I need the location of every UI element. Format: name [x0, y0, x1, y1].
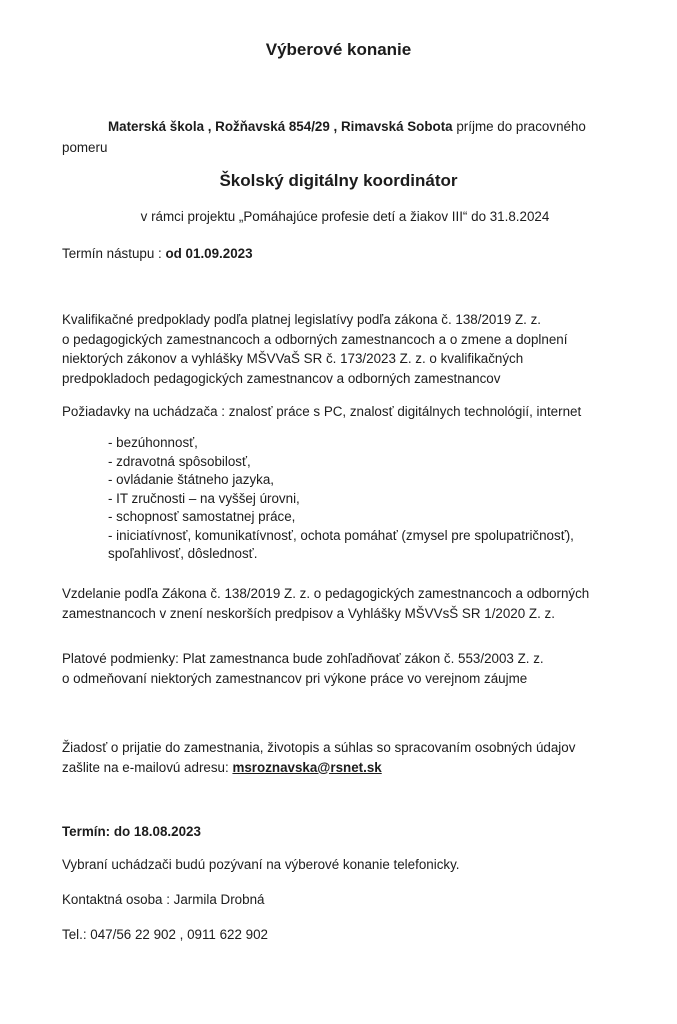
qualification-paragraph — [62, 311, 567, 389]
invitation-note: Vybraní uchádzači budú pozývaní na výberové konanie telefonicky. — [62, 857, 460, 872]
phone-numbers: Tel.: 047/56 22 902 , 0911 622 902 — [62, 927, 268, 942]
employer-line — [108, 118, 586, 135]
application-email-prefix: zašlite na e-mailovú adresu: — [62, 759, 233, 775]
start-date-label: Termín nástupu : — [62, 246, 166, 261]
qualification-line: Kvalifikačné predpoklady podľa platnej legislatívy podľa zákona č. 138/2019 Z. z. — [62, 312, 542, 327]
salary-line: Platové podmienky: Plat zamestnanca bude zohľadňovať zákon č. 553/2003 Z. z. — [62, 651, 544, 666]
qualification-line: o pedagogických zamestnancoch a odborných zamestnancoch a o zmene a doplnení — [62, 331, 568, 347]
list-item: - schopnosť samostatnej práce, — [108, 509, 296, 524]
start-date-value: od 01.09.2023 — [165, 246, 253, 261]
list-item: - IT zručnosti – na vyššej úrovni, — [108, 490, 300, 506]
education-paragraph — [62, 585, 589, 624]
education-line: Vzdelanie podľa Zákona č. 138/2019 Z. z. o pedagogických zamestnancoch a odborných — [62, 586, 590, 601]
list-item: - zdravotná spôsobilosť, — [108, 453, 251, 469]
application-email-line — [62, 759, 575, 776]
document-title: Výberové konanie — [265, 40, 412, 59]
list-item: - iniciatívnosť, komunikatívnosť, ochota pomáhať (zmysel pre spolupatričnosť), — [108, 527, 574, 543]
salary-line: o odmeňovaní niektorých zamestnancov pri výkone práce vo verejnom záujme — [62, 670, 528, 686]
application-paragraph — [62, 739, 575, 776]
employer-suffix-continuation: pomeru — [62, 140, 108, 155]
requirements-list — [108, 434, 574, 564]
education-line: zamestnancoch v znení neskorších predpisov a Vyhlášky MŠVVsŠ SR 1/2020 Z. z. — [62, 605, 555, 621]
list-item: - bezúhonnosť, — [108, 435, 198, 450]
start-date-line — [62, 245, 253, 262]
deadline: Termín: do 18.08.2023 — [62, 824, 201, 839]
project-line: v rámci projektu „Pomáhajúce profesie detí a žiakov III“ do 31.8.2024 — [140, 209, 550, 224]
list-item: spoľahlivosť, dôslednosť. — [108, 546, 258, 561]
position-title: Školský digitálny koordinátor — [219, 171, 458, 190]
contact-person: Kontaktná osoba : Jarmila Drobná — [62, 892, 265, 907]
qualification-line: predpokladoch pedagogických zamestnancov a odborných zamestnancov — [62, 370, 501, 386]
requirements-intro: Požiadavky na uchádzača : znalosť práce s PC, znalosť digitálnych technológií, internet — [62, 404, 582, 419]
employer-suffix: príjme do pracovného — [452, 119, 586, 134]
salary-paragraph — [62, 650, 544, 689]
qualification-line: niektorých zákonov a vyhlášky MŠVVaŠ SR č. 173/2023 Z. z. o kvalifikačných — [62, 351, 524, 366]
application-line: Žiadosť o prijatie do zamestnania, životopis a súhlas so spracovaním osobných údajov — [62, 740, 576, 755]
employer-name: Materská škola , Rožňavská 854/29 , Rimavská Sobota — [108, 119, 453, 134]
email-link[interactable]: msroznavska@rsnet.sk — [232, 759, 382, 775]
list-item: - ovládanie štátneho jazyka, — [108, 472, 274, 487]
